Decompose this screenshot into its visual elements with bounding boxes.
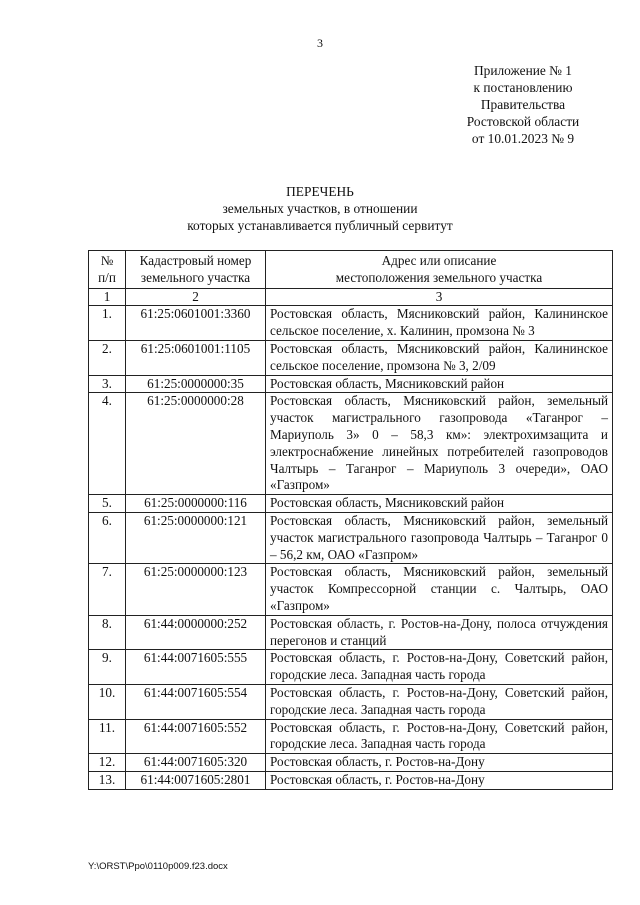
header-text: Адрес или описание: [381, 253, 497, 268]
appendix-line: Правительства: [480, 97, 566, 112]
cadastral-number: 61:44:0071605:555: [126, 650, 266, 685]
column-index-row: [89, 288, 613, 306]
row-number: 13.: [89, 771, 126, 789]
document-title: [0, 183, 640, 234]
table-row: [89, 340, 613, 375]
cadastral-number: 61:25:0601001:3360: [126, 306, 266, 341]
header-number: [89, 251, 126, 289]
header-text: п/п: [98, 269, 116, 285]
column-index: 3: [266, 288, 613, 306]
row-number: 12.: [89, 754, 126, 772]
row-number: 3.: [89, 375, 126, 393]
cadastral-number: 61:44:0071605:320: [126, 754, 266, 772]
table-row: [89, 495, 613, 513]
appendix-line: Приложение № 1: [473, 63, 573, 78]
table-row: [89, 615, 613, 650]
table-row: [89, 393, 613, 495]
appendix-line: Ростовской области: [466, 114, 580, 129]
table-row: [89, 771, 613, 789]
plot-address: Ростовская область, г. Ростов-на-Дону, Советский район, городские леса. Западная часть города: [266, 719, 613, 754]
land-plots-table: [88, 250, 613, 790]
row-number: 1.: [89, 306, 126, 341]
row-number: 8.: [89, 615, 126, 650]
table-body: [89, 306, 613, 789]
row-number: 6.: [89, 512, 126, 563]
cadastral-number: 61:44:0071605:552: [126, 719, 266, 754]
title-line: которых устанавливается публичный сервитут: [187, 218, 453, 233]
cadastral-number: 61:25:0000000:28: [126, 393, 266, 495]
title-heading: ПЕРЕЧЕНЬ: [286, 184, 354, 199]
row-number: 5.: [89, 495, 126, 513]
title-line: земельных участков, в отношении: [222, 201, 418, 216]
table-row: [89, 754, 613, 772]
header-text: Кадастровый номер: [139, 253, 252, 268]
plot-address: Ростовская область, г. Ростов-на-Дону: [266, 754, 613, 772]
header-text: №: [100, 253, 114, 268]
cadastral-number: 61:25:0000000:116: [126, 495, 266, 513]
row-number: 4.: [89, 393, 126, 495]
plot-address: Ростовская область, Мясниковский район, земельный участок Компрессорной станции с. Чалтырь, ОАО «Газпром»: [266, 564, 613, 615]
row-number: 10.: [89, 684, 126, 719]
cadastral-number: 61:25:0000000:35: [126, 375, 266, 393]
plot-address: Ростовская область, г. Ростов-на-Дону, Советский район, городские леса. Западная часть города: [266, 684, 613, 719]
table-row: [89, 719, 613, 754]
table-row: [89, 512, 613, 563]
file-path-footer: Y:\ORST\Ppo\0110p009.f23.docx: [88, 861, 228, 872]
plot-address: Ростовская область, Мясниковский район, земельный участок магистрального газопровода Чалтырь – Таганрог 0 – 56,2 км, ОАО «Газпром»: [266, 512, 613, 563]
header-text: земельного участка: [140, 269, 251, 285]
appendix-reference: [448, 62, 598, 147]
plot-address: Ростовская область, Мясниковский район, земельный участок магистрального газопровода «Таганрог – Мариуполь 3» 0 – 58,3 км»: электрохимзащита и электроснабжение линейных потребителей газопроводов Чалтырь – Таганрог – Мариуполь 3 очереди», ОАО «Газпром»: [266, 393, 613, 495]
appendix-line: от 10.01.2023 № 9: [471, 131, 575, 146]
cadastral-number: 61:25:0000000:121: [126, 512, 266, 563]
header-text: местоположения земельного участка: [335, 269, 543, 285]
table-row: [89, 564, 613, 615]
plot-address: Ростовская область, Мясниковский район, Калининское сельское поселение, промзона № 3, 2/09: [266, 340, 613, 375]
appendix-line: к постановлению: [473, 80, 573, 95]
cadastral-number: 61:25:0601001:1105: [126, 340, 266, 375]
header-address: [266, 251, 613, 289]
plot-address: Ростовская область, Мясниковский район: [266, 495, 613, 513]
table-row: [89, 684, 613, 719]
plot-address: Ростовская область, г. Ростов-на-Дону: [266, 771, 613, 789]
cadastral-number: 61:44:0000000:252: [126, 615, 266, 650]
table-row: [89, 375, 613, 393]
header-cadastral: [126, 251, 266, 289]
column-index: 2: [126, 288, 266, 306]
table-row: [89, 650, 613, 685]
plot-address: Ростовская область, г. Ростов-на-Дону, Советский район, городские леса. Западная часть города: [266, 650, 613, 685]
row-number: 2.: [89, 340, 126, 375]
plot-address: Ростовская область, г. Ростов-на-Дону, полоса отчуждения перегонов и станций: [266, 615, 613, 650]
table-header-row: [89, 251, 613, 289]
plot-address: Ростовская область, Мясниковский район: [266, 375, 613, 393]
column-index: 1: [89, 288, 126, 306]
plot-address: Ростовская область, Мясниковский район, Калининское сельское поселение, х. Калинин, промзона № 3: [266, 306, 613, 341]
cadastral-number: 61:25:0000000:123: [126, 564, 266, 615]
cadastral-number: 61:44:0071605:554: [126, 684, 266, 719]
row-number: 7.: [89, 564, 126, 615]
table-row: [89, 306, 613, 341]
row-number: 9.: [89, 650, 126, 685]
row-number: 11.: [89, 719, 126, 754]
cadastral-number: 61:44:0071605:2801: [126, 771, 266, 789]
page-number: 3: [317, 36, 323, 50]
